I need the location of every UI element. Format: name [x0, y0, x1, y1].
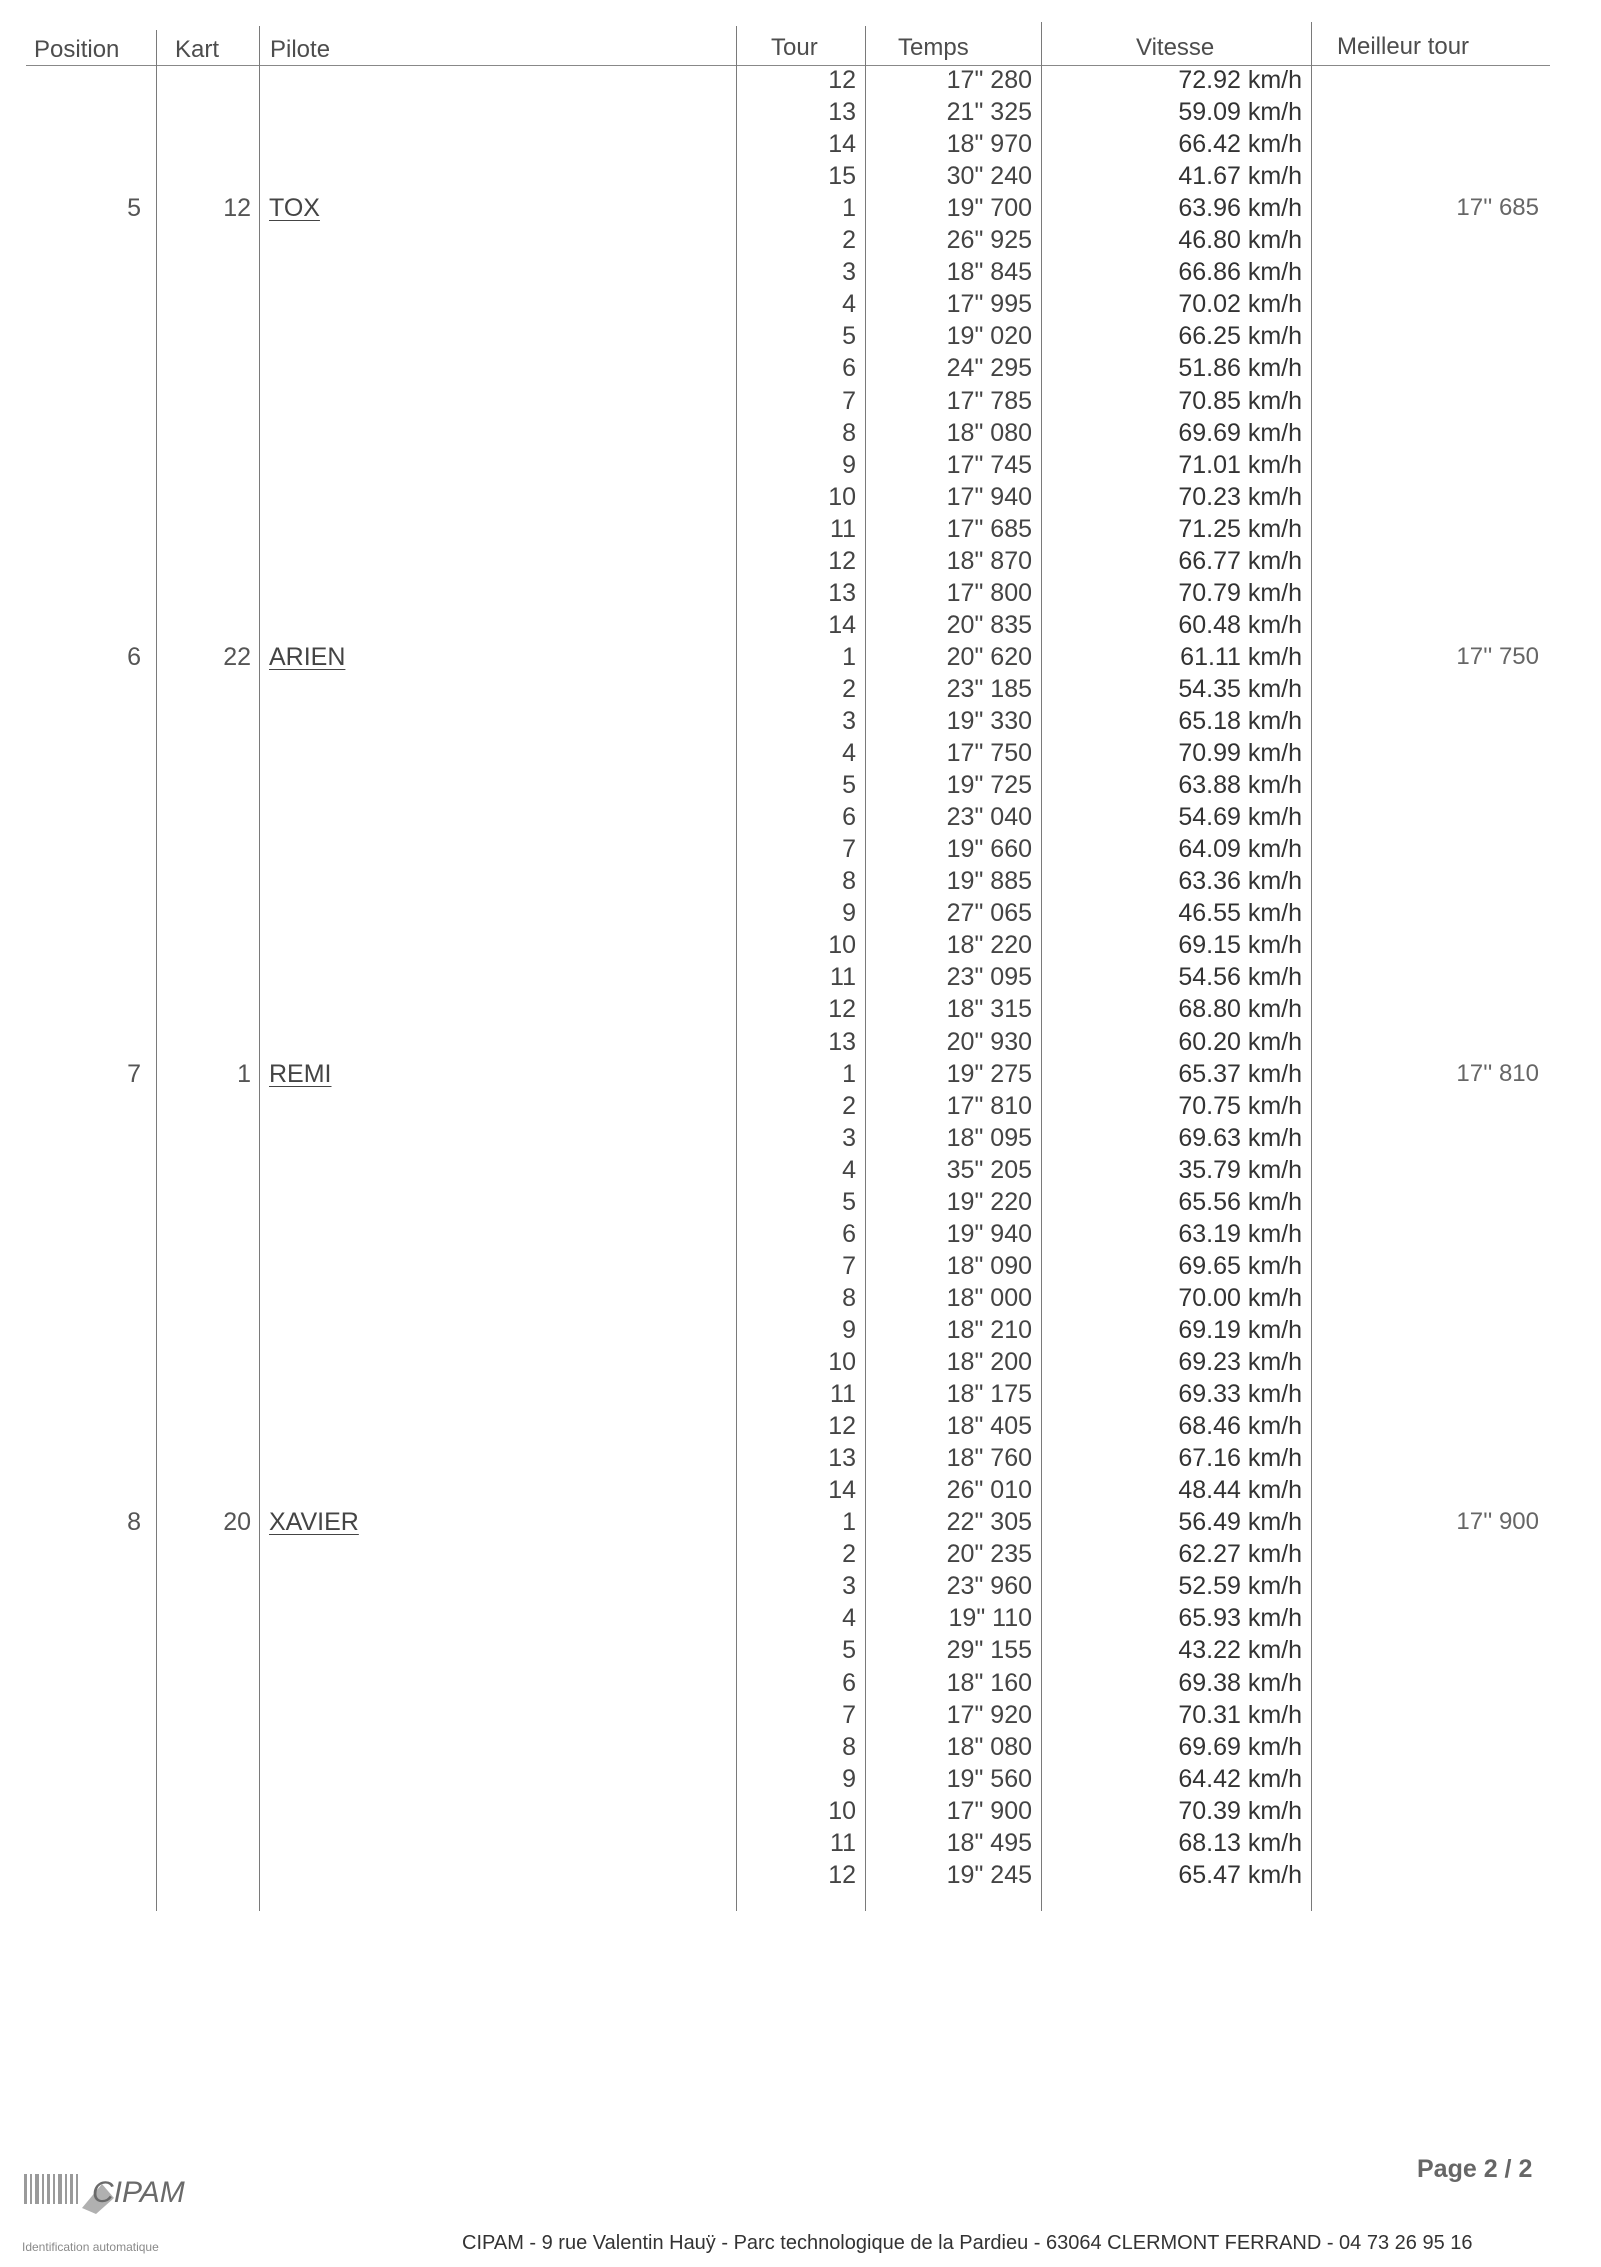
position-cell: 7: [127, 1059, 141, 1088]
header-tour: Tour: [771, 34, 818, 61]
speed-cell: 61.11 km/h: [1180, 642, 1302, 671]
pilot-name-link[interactable]: REMI: [269, 1059, 332, 1088]
speed-cell: 54.56 km/h: [1178, 963, 1302, 992]
lap-number-cell: 3: [842, 707, 856, 735]
lap-time-cell: 30" 240: [946, 162, 1032, 191]
speed-cell: 54.35 km/h: [1178, 674, 1302, 703]
table-row: [0, 385, 1601, 417]
lap-number-cell: 12: [828, 66, 856, 94]
logo-wordmark: CIPAM: [92, 2176, 185, 2209]
table-row: [0, 1827, 1601, 1859]
lap-time-cell: 20" 620: [946, 642, 1032, 671]
col-divider-header-1: [156, 30, 157, 66]
speed-cell: 70.99 km/h: [1178, 739, 1302, 768]
table-row: [0, 801, 1601, 833]
lap-number-cell: 8: [842, 1283, 856, 1312]
lap-time-cell: 23" 185: [946, 674, 1032, 703]
speed-cell: 69.38 km/h: [1178, 1668, 1302, 1697]
speed-cell: 59.09 km/h: [1178, 98, 1302, 127]
speed-cell: 64.09 km/h: [1178, 835, 1302, 864]
table-row: [0, 1314, 1601, 1346]
lap-time-cell: 18" 845: [946, 258, 1032, 287]
footer-address: CIPAM - 9 rue Valentin Hauÿ - Parc technologique de la Pardieu - 63064 CLERMONT FERRAND - 04 73 26 95 16: [462, 2232, 1473, 2254]
header-kart: Kart: [175, 36, 220, 63]
lap-time-cell: 18" 000: [946, 1283, 1032, 1312]
pilot-name-link[interactable]: TOX: [269, 194, 320, 223]
lap-time-cell: 19" 220: [946, 1187, 1032, 1216]
lap-number-cell: 1: [842, 1508, 856, 1537]
table-row: [0, 1442, 1601, 1474]
table-row: [0, 320, 1601, 352]
speed-cell: 70.39 km/h: [1178, 1796, 1302, 1825]
table-row: [0, 897, 1601, 929]
position-cell: 8: [127, 1508, 141, 1537]
lap-number-cell: 12: [828, 546, 856, 575]
speed-cell: 70.31 km/h: [1178, 1700, 1302, 1729]
page-number: Page 2 / 2: [1417, 2155, 1533, 2183]
speed-cell: 72.92 km/h: [1178, 66, 1302, 94]
table-row: [0, 865, 1601, 897]
lap-number-cell: 13: [828, 578, 856, 607]
speed-cell: 68.13 km/h: [1178, 1828, 1302, 1857]
best-lap-cell: 17'' 750: [1456, 642, 1539, 670]
table-row: [0, 1474, 1601, 1506]
speed-cell: 70.79 km/h: [1178, 578, 1302, 607]
lap-number-cell: 6: [842, 1219, 856, 1248]
lap-number-cell: 1: [842, 642, 856, 671]
lap-number-cell: 14: [828, 130, 856, 159]
lap-number-cell: 4: [842, 1604, 856, 1633]
lap-time-cell: 18" 160: [946, 1668, 1032, 1697]
lap-time-cell: 18" 220: [946, 931, 1032, 960]
lap-time-cell: 17" 940: [946, 482, 1032, 511]
lap-number-cell: 7: [842, 835, 856, 864]
lap-time-cell: 19" 560: [946, 1764, 1032, 1793]
lap-time-cell: 18" 315: [946, 995, 1032, 1024]
lap-time-cell: 18" 080: [946, 418, 1032, 447]
table-row: [0, 929, 1601, 961]
lap-time-cell: 20" 835: [946, 610, 1032, 639]
table-row: [0, 737, 1601, 769]
speed-cell: 63.36 km/h: [1178, 867, 1302, 896]
best-lap-cell: 17'' 685: [1456, 194, 1539, 222]
lap-number-cell: 13: [828, 1444, 856, 1473]
lap-time-cell: 17" 995: [946, 290, 1032, 319]
speed-cell: 65.37 km/h: [1178, 1059, 1302, 1088]
speed-cell: 66.25 km/h: [1178, 322, 1302, 351]
table-row: [0, 449, 1601, 481]
kart-cell: 20: [223, 1508, 251, 1537]
header-temps: Temps: [898, 34, 969, 61]
table-row: [0, 1090, 1601, 1122]
lap-number-cell: 9: [842, 1764, 856, 1793]
lap-time-cell: 26" 925: [946, 226, 1032, 255]
table-row: [0, 1122, 1601, 1154]
speed-cell: 66.86 km/h: [1178, 258, 1302, 287]
lap-time-cell: 23" 095: [946, 963, 1032, 992]
pilot-name-link[interactable]: XAVIER: [269, 1508, 359, 1537]
speed-cell: 70.75 km/h: [1178, 1091, 1302, 1120]
lap-number-cell: 6: [842, 354, 856, 383]
table-row: [0, 1699, 1601, 1731]
lap-time-cell: 17" 810: [946, 1091, 1032, 1120]
table-row: [0, 1378, 1601, 1410]
lap-time-cell: 18" 095: [946, 1123, 1032, 1152]
best-lap-cell: 17'' 810: [1456, 1059, 1539, 1087]
table-row: [0, 1026, 1601, 1058]
table-row: [0, 64, 1601, 96]
speed-cell: 66.42 km/h: [1178, 130, 1302, 159]
speed-cell: 71.25 km/h: [1178, 514, 1302, 543]
table-row: [0, 96, 1601, 128]
lap-number-cell: 5: [842, 771, 856, 800]
table-row: [0, 1602, 1601, 1634]
lap-time-cell: 35" 205: [946, 1155, 1032, 1184]
table-row: [0, 481, 1601, 513]
lap-time-cell: 18" 870: [946, 546, 1032, 575]
table-row: [0, 833, 1601, 865]
lap-number-cell: 4: [842, 1155, 856, 1184]
table-row: [0, 1218, 1601, 1250]
lap-time-cell: 18" 760: [946, 1444, 1032, 1473]
pilot-name-link[interactable]: ARIEN: [269, 642, 346, 671]
speed-cell: 65.93 km/h: [1178, 1604, 1302, 1633]
table-row: [0, 224, 1601, 256]
kart-cell: 12: [223, 194, 251, 223]
speed-cell: 63.96 km/h: [1178, 194, 1302, 223]
speed-cell: 68.46 km/h: [1178, 1412, 1302, 1441]
speed-cell: 65.56 km/h: [1178, 1187, 1302, 1216]
speed-cell: 62.27 km/h: [1178, 1540, 1302, 1569]
lap-time-cell: 17" 280: [946, 66, 1032, 94]
lap-number-cell: 2: [842, 1091, 856, 1120]
lap-time-cell: 18" 495: [946, 1828, 1032, 1857]
lap-number-cell: 12: [828, 1412, 856, 1441]
lap-time-cell: 21" 325: [946, 98, 1032, 127]
table-row: [0, 1058, 1601, 1090]
lap-number-cell: 7: [842, 1251, 856, 1280]
table-row: [0, 128, 1601, 160]
lap-time-cell: 18" 200: [946, 1348, 1032, 1376]
lap-time-cell: 23" 960: [946, 1572, 1032, 1601]
speed-cell: 46.55 km/h: [1178, 899, 1302, 928]
kart-cell: 22: [223, 642, 251, 671]
speed-cell: 35.79 km/h: [1178, 1155, 1302, 1184]
speed-cell: 66.77 km/h: [1178, 546, 1302, 575]
lap-time-cell: 24" 295: [946, 354, 1032, 383]
speed-cell: 68.80 km/h: [1178, 995, 1302, 1024]
lap-time-cell: 18" 175: [946, 1380, 1032, 1409]
table-row: [0, 1667, 1601, 1699]
lap-number-cell: 11: [830, 1828, 856, 1857]
lap-time-cell: 17" 900: [946, 1796, 1032, 1825]
speed-cell: 69.69 km/h: [1178, 1732, 1302, 1761]
lap-number-cell: 5: [842, 1187, 856, 1216]
header-pilote: Pilote: [270, 36, 331, 63]
lap-number-cell: 13: [828, 98, 856, 127]
table-row: [0, 1410, 1601, 1442]
speed-cell: 60.48 km/h: [1178, 610, 1302, 639]
lap-number-cell: 6: [842, 803, 856, 832]
lap-time-cell: 17" 745: [946, 450, 1032, 479]
lap-number-cell: 10: [828, 1796, 856, 1825]
lap-time-cell: 18" 405: [946, 1412, 1032, 1441]
lap-number-cell: 13: [828, 1027, 856, 1056]
lap-number-cell: 10: [828, 1348, 856, 1376]
lap-time-cell: 18" 090: [946, 1251, 1032, 1280]
lap-time-cell: 26" 010: [946, 1476, 1032, 1505]
lap-number-cell: 12: [828, 995, 856, 1024]
speed-cell: 69.63 km/h: [1178, 1123, 1302, 1152]
speed-cell: 65.18 km/h: [1178, 707, 1302, 735]
table-row: [0, 961, 1601, 993]
speed-cell: 48.44 km/h: [1178, 1476, 1302, 1505]
lap-time-cell: 19" 110: [948, 1604, 1032, 1633]
lap-number-cell: 4: [842, 290, 856, 319]
lap-number-cell: 9: [842, 450, 856, 479]
lap-time-cell: 19" 700: [946, 194, 1032, 223]
speed-cell: 70.85 km/h: [1178, 386, 1302, 415]
table-row: [0, 1634, 1601, 1666]
lap-number-cell: 1: [842, 1059, 856, 1088]
table-row: [0, 1731, 1601, 1763]
lap-number-cell: 3: [842, 258, 856, 287]
table-row: [0, 417, 1601, 449]
lap-number-cell: 2: [842, 226, 856, 255]
header-vitesse: Vitesse: [1136, 34, 1215, 61]
speed-cell: 46.80 km/h: [1178, 226, 1302, 255]
speed-cell: 71.01 km/h: [1178, 450, 1302, 479]
kart-cell: 1: [237, 1059, 251, 1088]
lap-time-cell: 19" 885: [946, 867, 1032, 896]
lap-number-cell: 11: [830, 514, 856, 543]
speed-cell: 69.69 km/h: [1178, 418, 1302, 447]
lap-number-cell: 12: [828, 1860, 856, 1889]
lap-time-cell: 19" 725: [946, 771, 1032, 800]
lap-number-cell: 1: [842, 194, 856, 223]
lap-time-cell: 23" 040: [946, 803, 1032, 832]
lap-number-cell: 9: [842, 899, 856, 928]
lap-number-cell: 4: [842, 739, 856, 768]
speed-cell: 69.65 km/h: [1178, 1251, 1302, 1280]
table-row: [0, 1506, 1601, 1538]
lap-number-cell: 10: [828, 931, 856, 960]
speed-cell: 67.16 km/h: [1178, 1444, 1302, 1473]
lap-time-cell: 17" 750: [946, 739, 1032, 768]
speed-cell: 41.67 km/h: [1178, 162, 1302, 191]
speed-cell: 70.23 km/h: [1178, 482, 1302, 511]
table-row: [0, 1154, 1601, 1186]
table-row: [0, 1346, 1601, 1378]
position-cell: 6: [127, 642, 141, 671]
lap-time-cell: 22" 305: [946, 1508, 1032, 1537]
lap-time-cell: 19" 020: [946, 322, 1032, 351]
speed-cell: 52.59 km/h: [1178, 1572, 1302, 1601]
table-row: [0, 160, 1601, 192]
lap-time-cell: 20" 235: [946, 1540, 1032, 1569]
table-row: [0, 1538, 1601, 1570]
lap-number-cell: 7: [842, 1700, 856, 1729]
lap-time-cell: 17" 785: [946, 386, 1032, 415]
lap-number-cell: 5: [842, 1636, 856, 1665]
speed-cell: 63.88 km/h: [1178, 771, 1302, 800]
lap-time-cell: 27" 065: [946, 899, 1032, 928]
best-lap-cell: 17'' 900: [1456, 1508, 1539, 1536]
table-row: [0, 705, 1601, 737]
lap-time-cell: 19" 330: [946, 707, 1032, 735]
table-row: [0, 1795, 1601, 1827]
table-row: [0, 609, 1601, 641]
lap-number-cell: 2: [842, 1540, 856, 1569]
lap-time-cell: 18" 970: [946, 130, 1032, 159]
lap-number-cell: 14: [828, 1476, 856, 1505]
lap-number-cell: 9: [842, 1315, 856, 1344]
table-row: [0, 1859, 1601, 1891]
lap-number-cell: 3: [842, 1123, 856, 1152]
table-row: [0, 545, 1601, 577]
lap-time-cell: 29" 155: [946, 1636, 1032, 1665]
lap-number-cell: 7: [842, 386, 856, 415]
table-row: [0, 1282, 1601, 1314]
lap-time-cell: 19" 275: [946, 1059, 1032, 1088]
speed-cell: 70.00 km/h: [1178, 1283, 1302, 1312]
speed-cell: 65.47 km/h: [1178, 1860, 1302, 1889]
lap-number-cell: 8: [842, 1732, 856, 1761]
table-row: [0, 1250, 1601, 1282]
logo-tagline: Identification automatique: [22, 2240, 159, 2254]
lap-time-cell: 18" 080: [946, 1732, 1032, 1761]
table-row: [0, 288, 1601, 320]
table-row: [0, 577, 1601, 609]
lap-number-cell: 11: [830, 963, 856, 992]
speed-cell: 63.19 km/h: [1178, 1219, 1302, 1248]
lap-time-cell: 17" 685: [946, 514, 1032, 543]
lap-number-cell: 3: [842, 1572, 856, 1601]
lap-time-cell: 18" 210: [946, 1315, 1032, 1344]
speed-cell: 69.19 km/h: [1178, 1315, 1302, 1344]
table-row: [0, 673, 1601, 705]
lap-time-cell: 19" 245: [946, 1860, 1032, 1889]
speed-cell: 51.86 km/h: [1178, 354, 1302, 383]
lap-number-cell: 8: [842, 418, 856, 447]
lap-number-cell: 10: [828, 482, 856, 511]
table-row: [0, 513, 1601, 545]
lap-time-cell: 17" 920: [946, 1700, 1032, 1729]
table-row: [0, 192, 1601, 224]
lap-time-cell: 19" 660: [946, 835, 1032, 864]
lap-number-cell: 8: [842, 867, 856, 896]
table-row: [0, 352, 1601, 384]
speed-cell: 43.22 km/h: [1178, 1636, 1302, 1665]
table-row: [0, 1570, 1601, 1602]
header-meilleur-tour: Meilleur tour: [1337, 33, 1470, 60]
lap-number-cell: 15: [828, 162, 856, 191]
speed-cell: 69.23 km/h: [1178, 1348, 1302, 1376]
position-cell: 5: [127, 194, 141, 223]
header-position: Position: [34, 36, 120, 63]
speed-cell: 70.02 km/h: [1178, 290, 1302, 319]
table-row: [0, 769, 1601, 801]
lap-number-cell: 6: [842, 1668, 856, 1697]
table-row: [0, 256, 1601, 288]
lap-time-cell: 20" 930: [946, 1027, 1032, 1056]
speed-cell: 69.33 km/h: [1178, 1380, 1302, 1409]
lap-time-cell: 17" 800: [946, 578, 1032, 607]
lap-time-cell: 19" 940: [946, 1219, 1032, 1248]
speed-cell: 56.49 km/h: [1178, 1508, 1302, 1537]
speed-cell: 54.69 km/h: [1178, 803, 1302, 832]
table-row: [0, 641, 1601, 673]
speed-cell: 69.15 km/h: [1178, 931, 1302, 960]
lap-number-cell: 5: [842, 322, 856, 351]
lap-number-cell: 11: [830, 1380, 856, 1409]
table-row: [0, 993, 1601, 1025]
table-row: [0, 1186, 1601, 1218]
table-row: [0, 1763, 1601, 1795]
lap-number-cell: 14: [828, 610, 856, 639]
lap-number-cell: 2: [842, 674, 856, 703]
speed-cell: 64.42 km/h: [1178, 1764, 1302, 1793]
speed-cell: 60.20 km/h: [1178, 1027, 1302, 1056]
